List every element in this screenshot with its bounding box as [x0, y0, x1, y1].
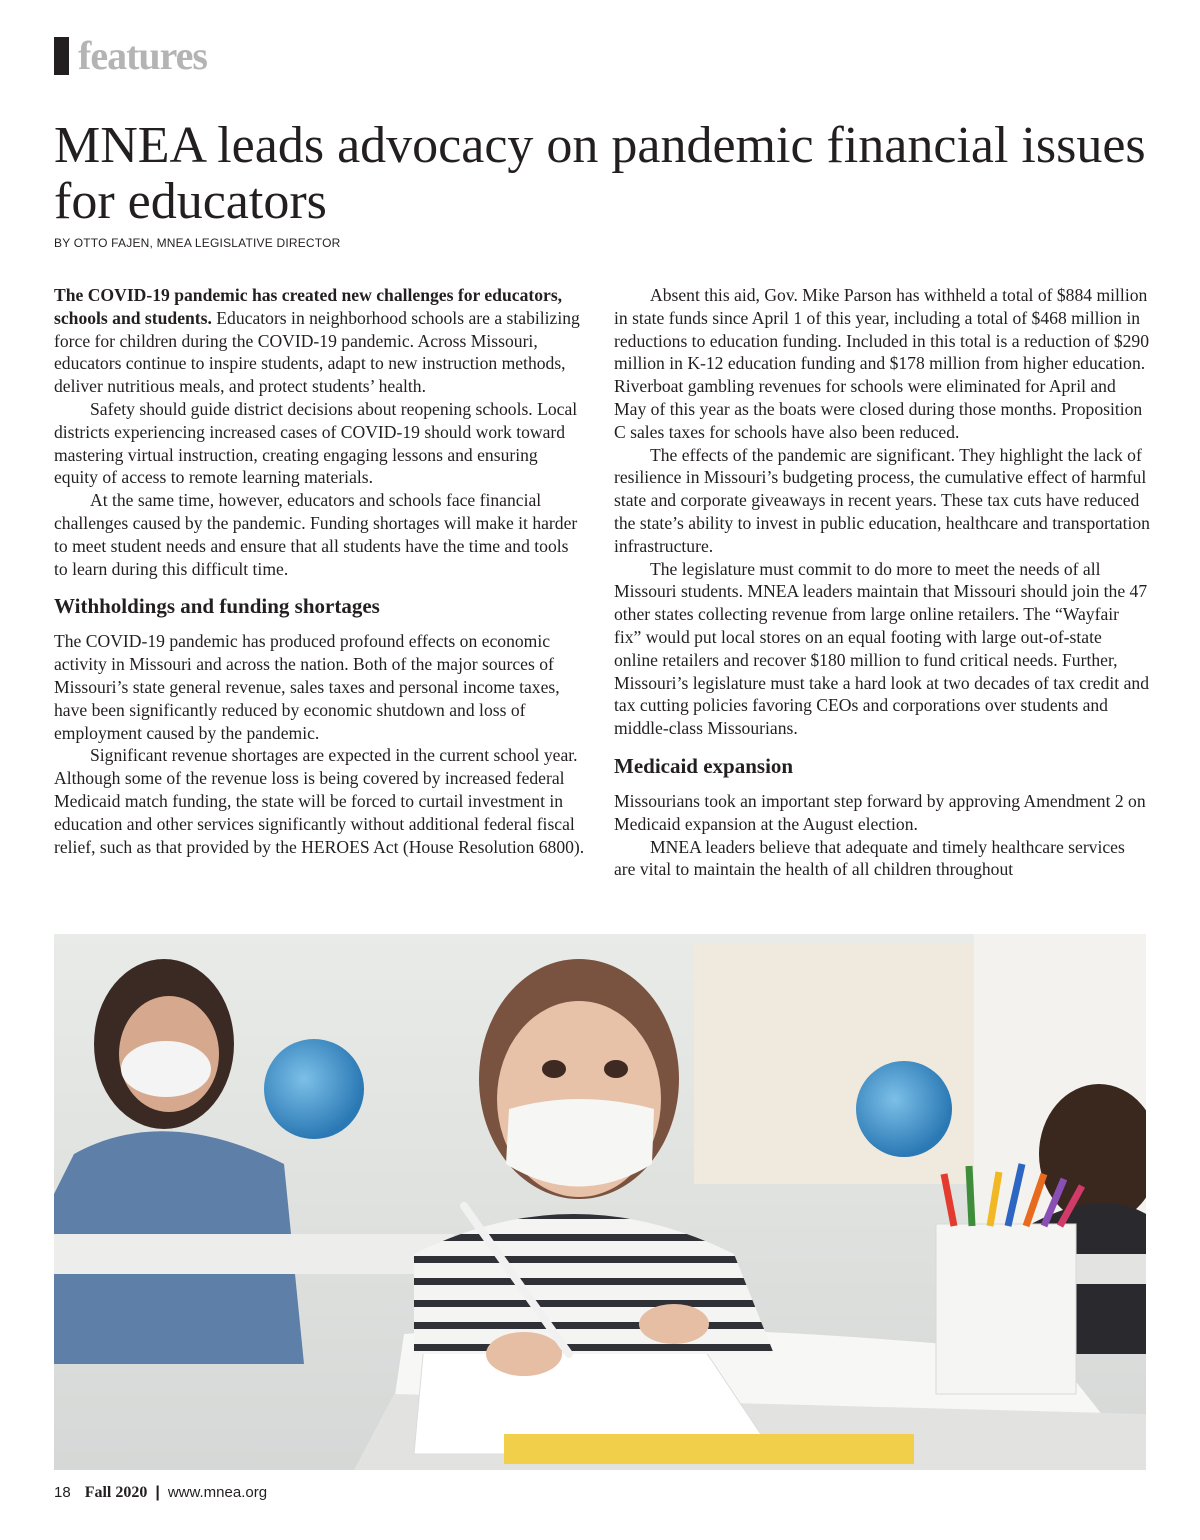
lead-paragraph: [54, 284, 585, 398]
article-headline: MNEA leads advocacy on pandemic financial issues for educators: [54, 117, 1146, 230]
footer-separator: |: [155, 1484, 160, 1501]
page-number: 18: [54, 1484, 71, 1501]
yellow-folder: [504, 1434, 914, 1464]
paragraph-amendment-2: Missourians took an important step forward by approving Amendment 2 on Medicaid expansion at the August election.: [614, 790, 1146, 834]
paragraph-economic-effects: The COVID-19 pandemic has produced profound effects on economic activity in Missouri and across the nation. Both of the major sources of Missouri’s state general revenue, sales taxes and personal income taxes, have been significantly reduced by economic shutdown and loss of employment caused by the pandemic.: [54, 631, 560, 743]
lead-in-rest: Educators in neighborhood schools are a stabilizing force for children during the COVID-19 pandemic. Across Missouri, educators continue to inspire students, adapt to new instruction methods, deliver nutritious meals, and protect students’ health.: [54, 307, 580, 397]
section-marker-bar: [54, 37, 69, 75]
lead-in-bold: The COVID-19 pandemic has created new challenges for educators, schools and students.: [54, 285, 563, 328]
article-column-left: [54, 284, 585, 858]
girl-mask: [506, 1099, 654, 1187]
paragraph-financial-challenges: At the same time, however, educators and schools face financial challenges caused by the pandemic. Funding shortages will make it harder to meet student needs and ensure that all students have the time and tools to learn during this difficult time.: [54, 490, 578, 579]
website-url[interactable]: www.mnea.org: [167, 1484, 268, 1501]
section-label: features: [78, 33, 207, 78]
paragraph-withheld-funds: Absent this aid, Gov. Mike Parson has withheld a total of $884 million in state funds since April 1 of this year, including a total of $468 million in reductions to education funding. Included in this total is a reduction of $290 million in K-12 education funding and $178 million from higher education. Riverboat gambling revenues for schools were eliminated for April and May of this year as the boats were closed during those months. Proposition C sales taxes for schools have also been reduced.: [614, 285, 1150, 442]
paragraph-healthcare: MNEA leaders believe that adequate and timely healthcare services are vital to maintain the health of all children throughout: [614, 836, 1125, 880]
paragraph-revenue-shortages: Significant revenue shortages are expected in the current school year. Although some of the revenue loss is being covered by increased federal Medicaid match funding, the state will be forced to curtail investment in education and other services significantly without additional federal fiscal relief, such as that provided by the HEROES Act (House Resolution 6800).: [54, 745, 585, 857]
section-tag: [54, 33, 207, 78]
issue-label: Fall 2020: [84, 1484, 148, 1501]
paragraph-legislature: The legislature must commit to do more to meet the needs of all Missouri students. MNEA leaders maintain that Missouri should join the 47 other states collecting revenue from large online retailers. The “Wayfair fix” would put local stores on an equal footing with large out-of-state online retailers and recover $180 million to fund critical needs. Further, Missouri’s legislature must take a hard look at two decades of tax credit and tax cutting policies favoring CEOs and corporations over students and middle-class Missourians.: [614, 558, 1149, 739]
globe-left: [264, 1039, 364, 1139]
paragraph-pandemic-effects: The effects of the pandemic are significant. They highlight the lack of resilience in Missouri’s budgeting process, the cumulative effect of harmful state and corporate giveaways in recent years. These tax cuts have reduced the state’s ability to invest in public education, healthcare and transportation infrastructure.: [614, 444, 1150, 556]
paragraph-safety: Safety should guide district decisions about reopening schools. Local districts experiencing increased cases of COVID-19 should work toward mastering virtual instruction, creating engaging lessons and ensuring equity of access to remote learning materials.: [54, 398, 578, 488]
article-byline: BY OTTO FAJEN, MNEA LEGISLATIVE DIRECTOR: [54, 236, 341, 250]
globe-right: [856, 1061, 952, 1157]
left-mask: [121, 1041, 211, 1097]
subhead-withholdings: Withholdings and funding shortages: [54, 594, 380, 619]
page-footer: [54, 1484, 267, 1502]
pencil-holder: [936, 1224, 1076, 1394]
classroom-photo: [54, 934, 1146, 1470]
subhead-medicaid: Medicaid expansion: [614, 753, 794, 778]
article-column-right: [614, 284, 1150, 881]
